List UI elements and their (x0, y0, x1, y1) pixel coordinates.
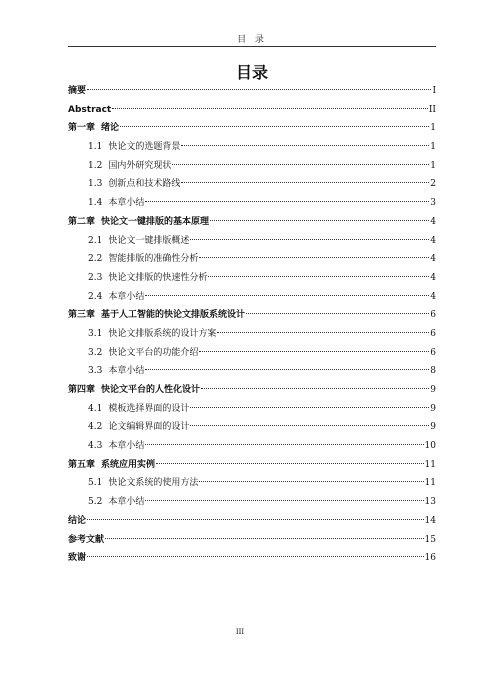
toc-list (68, 82, 436, 568)
toc-entry-number: 第五章 (68, 459, 96, 470)
toc-entry-page: 2 (430, 179, 436, 190)
page-number: III (235, 628, 245, 636)
toc-entry-title: 基于人工智能的快论文排版系统设计 (101, 310, 246, 321)
toc-chapter-entry[interactable] (68, 213, 436, 232)
toc-entry-page: 14 (424, 515, 436, 526)
toc-entry-page: 9 (430, 403, 436, 414)
toc-entry-number: 1.2 (88, 160, 103, 171)
toc-entry-number: 4.3 (88, 441, 103, 452)
toc-dot-leader (190, 407, 429, 408)
toc-entry-number: 1.1 (88, 142, 103, 153)
toc-dot-leader (87, 89, 431, 90)
toc-dot-leader (181, 145, 429, 146)
toc-section-entry[interactable] (68, 288, 436, 307)
toc-section-entry[interactable] (68, 474, 436, 493)
toc-entry-page: 10 (424, 441, 436, 452)
toc-section-entry[interactable] (68, 194, 436, 213)
toc-section-entry[interactable] (68, 418, 436, 437)
toc-section-entry[interactable] (68, 400, 436, 419)
toc-entry-title: 本章小结 (108, 198, 145, 209)
toc-chapter-entry[interactable] (68, 306, 436, 325)
toc-section-entry[interactable] (68, 138, 436, 157)
toc-dot-leader (190, 425, 429, 426)
toc-entry-page: 11 (424, 478, 436, 489)
toc-entry-title: 致谢 (68, 553, 87, 564)
toc-section-entry[interactable] (68, 269, 436, 288)
toc-entry-title: 智能排版的准确性分析 (108, 254, 199, 265)
toc-dot-leader (145, 369, 429, 370)
toc-dot-leader (172, 164, 429, 165)
toc-entry-page: 1 (430, 142, 436, 153)
toc-entry-page: 1 (430, 123, 436, 134)
toc-section-entry[interactable] (68, 344, 436, 363)
toc-chapter-entry[interactable] (68, 512, 436, 531)
toc-section-entry[interactable] (68, 157, 436, 176)
toc-dot-leader (87, 556, 424, 557)
toc-entry-title: 创新点和技术路线 (108, 179, 181, 190)
toc-entry-title: 快论文平台的功能介绍 (108, 347, 199, 358)
toc-entry-number: 3.3 (88, 366, 103, 377)
toc-section-entry[interactable] (68, 232, 436, 251)
toc-dot-leader (145, 201, 429, 202)
toc-dot-leader (145, 295, 429, 296)
toc-dot-leader (181, 182, 429, 183)
toc-dot-leader (201, 388, 429, 389)
toc-dot-leader (199, 351, 429, 352)
toc-section-entry[interactable] (68, 493, 436, 512)
toc-entry-number: 3.1 (88, 328, 103, 339)
toc-entry-number: 1.3 (88, 179, 103, 190)
toc-entry-number: 2.3 (88, 272, 103, 283)
toc-entry-title: 论文编辑界面的设计 (108, 422, 190, 433)
toc-dot-leader (199, 481, 423, 482)
toc-entry-page: 16 (424, 553, 436, 564)
toc-entry-title: 快论文排版系统的设计方案 (108, 328, 217, 339)
toc-entry-title: 本章小结 (108, 291, 145, 302)
toc-entry-title: 本章小结 (108, 366, 145, 377)
toc-title: 目录 (235, 63, 268, 82)
running-header: 目 录 (237, 35, 267, 45)
toc-entry-page: 6 (430, 328, 436, 339)
toc-entry-number: 4.1 (88, 403, 103, 414)
toc-dot-leader (246, 313, 429, 314)
toc-dot-leader (199, 257, 429, 258)
toc-entry-number: 5.1 (88, 478, 103, 489)
toc-chapter-entry[interactable] (68, 82, 436, 101)
toc-section-entry[interactable] (68, 175, 436, 194)
toc-entry-page: 4 (430, 291, 436, 302)
toc-entry-title: 绪论 (101, 123, 120, 134)
toc-section-entry[interactable] (68, 325, 436, 344)
toc-entry-page: 6 (430, 310, 436, 321)
toc-entry-title: 快论文的选题背景 (108, 142, 181, 153)
toc-entry-page: 9 (430, 385, 436, 395)
toc-entry-title: Abstract (68, 104, 112, 115)
toc-entry-title: 本章小结 (108, 497, 145, 508)
toc-dot-leader (145, 444, 423, 445)
toc-chapter-entry[interactable] (68, 549, 436, 568)
toc-entry-page: I (432, 86, 436, 96)
toc-entry-title: 快论文排版的快速性分析 (108, 272, 208, 283)
toc-entry-page: 6 (430, 347, 436, 358)
toc-entry-title: 本章小结 (108, 441, 145, 452)
toc-entry-number: 4.2 (88, 422, 103, 433)
toc-entry-number: 2.2 (88, 254, 103, 265)
toc-dot-leader (87, 519, 424, 520)
toc-entry-title: 快论文一键排版的基本原理 (101, 216, 210, 227)
toc-entry-page: 4 (430, 216, 436, 227)
toc-entry-page: 1 (430, 160, 436, 171)
toc-chapter-entry[interactable] (68, 119, 436, 138)
toc-entry-number: 第四章 (68, 385, 96, 395)
toc-entry-title: 模板选择界面的设计 (108, 403, 190, 414)
toc-entry-number: 2.1 (88, 235, 103, 246)
toc-entry-page: 13 (424, 497, 436, 508)
toc-entry-number: 第三章 (68, 310, 96, 321)
toc-dot-leader (210, 220, 429, 221)
toc-section-entry[interactable] (68, 362, 436, 381)
toc-chapter-entry[interactable] (68, 531, 436, 550)
toc-entry-number: 5.2 (88, 497, 103, 508)
toc-entry-page: 9 (430, 422, 436, 433)
toc-entry-number: 3.2 (88, 347, 103, 358)
toc-entry-title: 系统应用实例 (101, 459, 156, 470)
toc-entry-title: 摘要 (68, 86, 87, 96)
toc-dot-leader (112, 108, 428, 109)
toc-entry-title: 快论文一键排版概述 (108, 235, 190, 246)
toc-entry-page: 3 (430, 198, 436, 209)
toc-entry-page: 4 (430, 272, 436, 283)
toc-dot-leader (208, 276, 429, 277)
toc-chapter-entry[interactable] (68, 101, 436, 120)
toc-entry-title: 结论 (68, 515, 87, 526)
toc-entry-page: 11 (424, 459, 436, 470)
toc-entry-page: 4 (430, 254, 436, 265)
toc-dot-leader (120, 126, 429, 127)
toc-dot-leader (105, 538, 424, 539)
toc-chapter-entry[interactable] (68, 456, 436, 475)
toc-entry-page: 15 (424, 534, 436, 545)
toc-entry-title: 国内外研究现状 (108, 160, 172, 171)
toc-entry-number: 2.4 (88, 291, 103, 302)
toc-section-entry[interactable] (68, 437, 436, 456)
toc-section-entry[interactable] (68, 250, 436, 269)
toc-dot-leader (156, 463, 424, 464)
toc-entry-number: 1.4 (88, 198, 103, 209)
toc-entry-number: 第二章 (68, 216, 96, 227)
toc-dot-leader (190, 239, 429, 240)
toc-chapter-entry[interactable] (68, 381, 436, 400)
toc-entry-page: 8 (430, 366, 436, 377)
toc-entry-title: 参考文献 (68, 534, 105, 545)
toc-entry-title: 快论文系统的使用方法 (108, 478, 199, 489)
header-rule (68, 46, 436, 47)
toc-entry-page: II (428, 104, 436, 115)
toc-dot-leader (145, 500, 423, 501)
toc-entry-number: 第一章 (68, 123, 96, 134)
toc-entry-title: 快论文平台的人性化设计 (101, 385, 201, 395)
toc-dot-leader (217, 332, 429, 333)
toc-entry-page: 4 (430, 235, 436, 246)
